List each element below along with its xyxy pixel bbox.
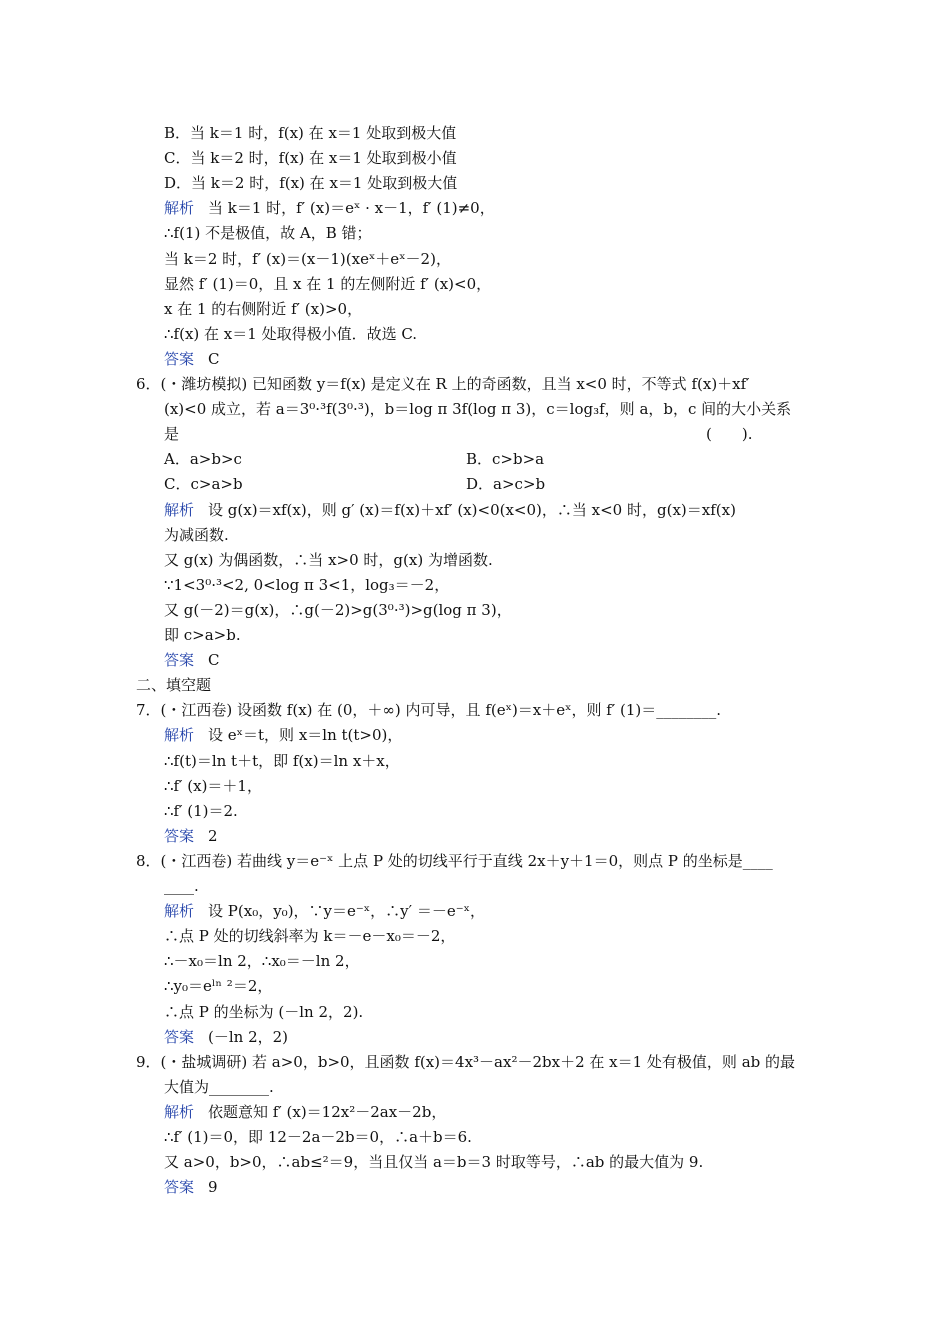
- text-line: [136, 674, 211, 696]
- option-right: B．c>b>a: [466, 450, 545, 468]
- text-line: [164, 122, 456, 144]
- line-text: C: [208, 350, 220, 368]
- text-line: [164, 549, 493, 571]
- line-text: C．c>a>b: [164, 475, 243, 493]
- line-text: (x)<0 成立，若 a＝3⁰·³f(3⁰·³)，b＝log π 3f(log π 3)，c＝log₃f，则 a，b，c 间的大小关系: [164, 400, 792, 418]
- text-line: [164, 875, 199, 897]
- line-text: 为减函数.: [164, 526, 229, 544]
- line-text: x 在 1 的右侧附近 f′ (x)>0，: [164, 300, 363, 318]
- text-line: [164, 222, 372, 244]
- line-text: 设 eˣ＝t，则 x＝ln t(t>0)，: [208, 726, 403, 744]
- analysis-line: [164, 724, 402, 746]
- line-text: ∴f′ (1)＝0，即 12－2a－2b＝0，∴a＋b＝6.: [164, 1128, 472, 1146]
- text-line: [164, 775, 262, 797]
- answer-line: [164, 1026, 288, 1048]
- line-text: ∴y₀＝eˡⁿ ²＝2，: [164, 977, 273, 995]
- line-text: D．当 k＝2 时，f(x) 在 x＝1 处取到极大值: [164, 174, 458, 192]
- text-line: [136, 850, 773, 872]
- text-line: [164, 398, 791, 420]
- line-text: 9: [208, 1178, 218, 1196]
- answer-blank: ( ).: [706, 425, 753, 443]
- line-text: 又 a>0，b>0，∴ab≤²＝9，当且仅当 a＝b＝3 时取等号，∴ab 的最大值为 9.: [164, 1153, 704, 1171]
- line-text: C．当 k＝2 时，f(x) 在 x＝1 处取到极小值: [164, 149, 457, 167]
- analysis-label: 解析: [164, 726, 195, 744]
- answer-label: 答案: [164, 1028, 195, 1046]
- answer-line: [164, 825, 218, 847]
- answer-line: [164, 649, 220, 671]
- analysis-label: 解析: [164, 199, 195, 217]
- line-text: C: [208, 651, 220, 669]
- text-line: [164, 574, 449, 596]
- line-text: A．a>b>c: [164, 450, 242, 468]
- text-line: [164, 147, 457, 169]
- answer-label: 答案: [164, 651, 195, 669]
- line-text: 是: [164, 425, 180, 443]
- line-text: 又 g(－2)＝g(x)，∴g(－2)>g(3⁰·³)>g(log π 3)，: [164, 601, 512, 619]
- text-line: [164, 248, 451, 270]
- text-line: [136, 1051, 795, 1073]
- line-text: B．当 k＝1 时，f(x) 在 x＝1 处取到极大值: [164, 124, 457, 142]
- analysis-line: [164, 900, 485, 922]
- text-line: [164, 1076, 274, 1098]
- answer-label: 答案: [164, 827, 195, 845]
- line-text: 8．(・江西卷) 若曲线 y＝e⁻ˣ 上点 P 处的切线平行于直线 2x＋y＋1＝0，则点 P 的坐标是____: [136, 852, 773, 870]
- text-line: [164, 524, 229, 546]
- line-text: 9．(・盐城调研) 若 a>0，b>0，且函数 f(x)＝4x³－ax²－2bx＋2 在 x＝1 处有极值，则 ab 的最: [136, 1053, 796, 1071]
- line-text: ∴f′ (x)＝＋1，: [164, 777, 262, 795]
- text-line: [164, 599, 512, 621]
- line-text: ∴－x₀＝ln 2，∴x₀＝－ln 2，: [164, 952, 360, 970]
- line-text: 即 c>a>b.: [164, 626, 241, 644]
- line-text: 当 k＝2 时，f′ (x)＝(x－1)(xeˣ＋eˣ－2)，: [164, 250, 451, 268]
- line-text: 大值为________.: [164, 1078, 274, 1096]
- text-line: [164, 1001, 363, 1023]
- text-line: [164, 323, 417, 345]
- line-text: 6．(・潍坊模拟) 已知函数 y＝f(x) 是定义在 R 上的奇函数，且当 x<0 时，不等式 f(x)＋xf′: [136, 375, 750, 393]
- line-text: ∴f′ (1)＝2.: [164, 802, 238, 820]
- answer-label: 答案: [164, 1178, 195, 1196]
- analysis-line: [164, 1101, 446, 1123]
- text-line: [164, 423, 179, 445]
- text-line: [164, 800, 238, 822]
- line-text: 依题意知 f′ (x)＝12x²－2ax－2b，: [208, 1103, 447, 1121]
- text-line: [164, 750, 400, 772]
- line-text: ∴f(t)＝ln t＋t，即 f(x)＝ln x＋x，: [164, 752, 400, 770]
- line-text: ∴点 P 的坐标为 (－ln 2，2).: [164, 1003, 364, 1021]
- text-line: [164, 950, 360, 972]
- analysis-label: 解析: [164, 1103, 195, 1121]
- line-text: 设 g(x)＝xf(x)，则 g′ (x)＝f(x)＋xf′ (x)<0(x<0)，∴当 x<0 时，g(x)＝xf(x): [208, 501, 736, 519]
- text-line: [164, 273, 491, 295]
- text-line: [136, 699, 721, 721]
- analysis-label: 解析: [164, 902, 195, 920]
- text-line: [164, 1151, 703, 1173]
- text-line: [164, 172, 457, 194]
- answer-line: [164, 1176, 218, 1198]
- text-line: [164, 1126, 472, 1148]
- line-text: ∴点 P 处的切线斜率为 k＝－e－x₀＝－2，: [164, 927, 456, 945]
- answer-label: 答案: [164, 350, 195, 368]
- text-line: [164, 448, 242, 470]
- line-text: ∴f(x) 在 x＝1 处取得极小值．故选 C.: [164, 325, 418, 343]
- line-text: 当 k＝1 时，f′ (x)＝eˣ · x－1，f′ (1)≠0，: [208, 199, 495, 217]
- text-line: [164, 473, 243, 495]
- text-line: [136, 373, 750, 395]
- line-text: ____.: [164, 877, 199, 895]
- text-line: [164, 624, 241, 646]
- analysis-line: [164, 197, 495, 219]
- line-text: ∵1<3⁰·³<2, 0<log π 3<1，log₃＝－2，: [164, 576, 450, 594]
- text-line: [164, 975, 272, 997]
- line-text: (－ln 2，2): [208, 1028, 289, 1046]
- text-line: [164, 925, 455, 947]
- line-text: 显然 f′ (1)＝0，且 x 在 1 的左侧附近 f′ (x)<0，: [164, 275, 492, 293]
- line-text: ∴f(1) 不是极值，故 A，B 错；: [164, 224, 372, 242]
- line-text: 7．(・江西卷) 设函数 f(x) 在 (0，＋∞) 内可导，且 f(eˣ)＝x＋eˣ，则 f′ (1)＝________.: [136, 701, 722, 719]
- analysis-line: [164, 499, 736, 521]
- line-text: 设 P(x₀，y₀)，∵y＝e⁻ˣ，∴y′ ＝－e⁻ˣ，: [208, 902, 485, 920]
- option-right: D．a>c>b: [466, 475, 546, 493]
- line-text: 又 g(x) 为偶函数，∴当 x>0 时，g(x) 为增函数.: [164, 551, 493, 569]
- text-line: [164, 298, 362, 320]
- line-text: 二、填空题: [136, 676, 212, 694]
- line-text: 2: [208, 827, 218, 845]
- answer-line: [164, 348, 220, 370]
- analysis-label: 解析: [164, 501, 195, 519]
